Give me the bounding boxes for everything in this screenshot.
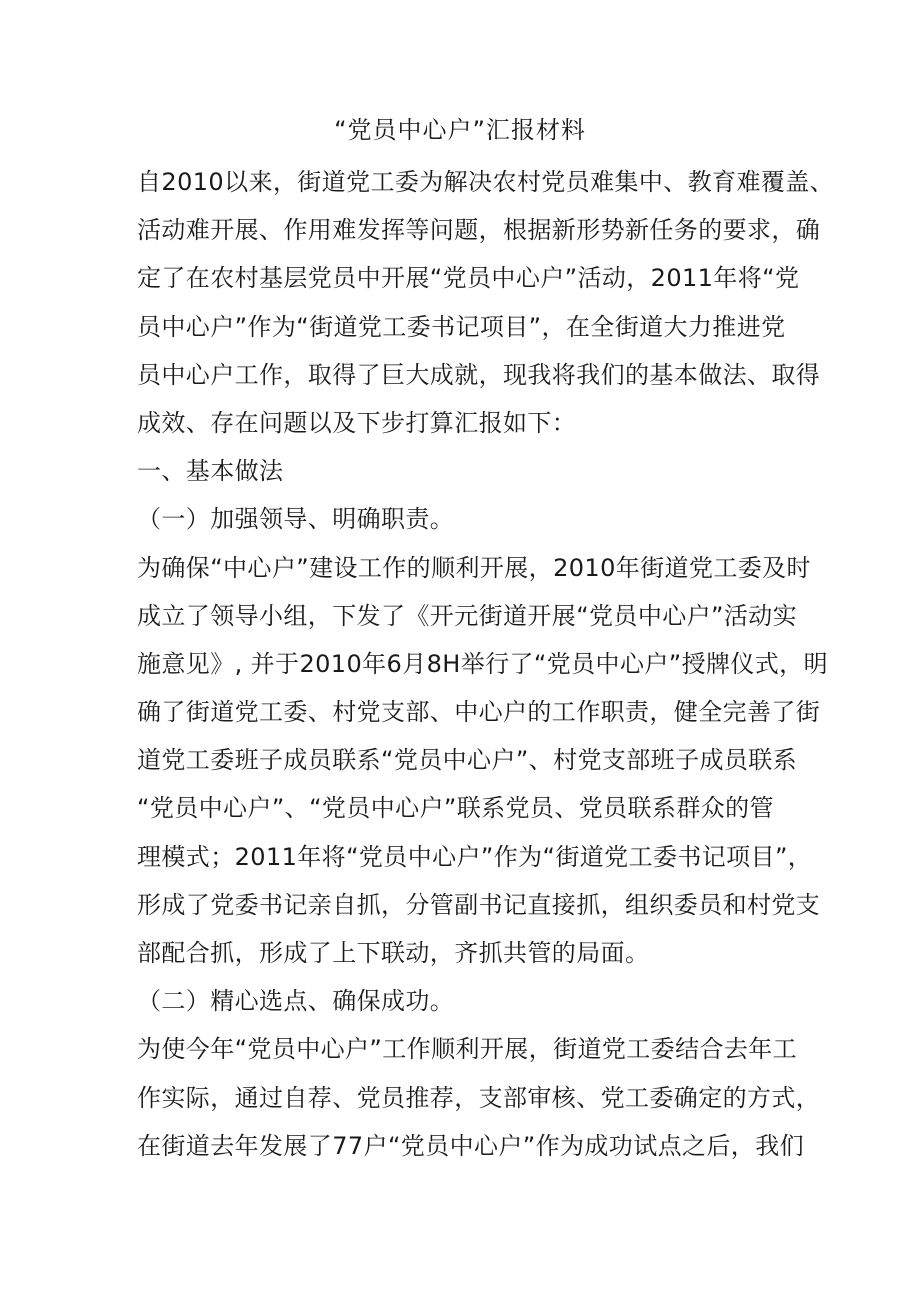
body-line: 作实际，通过自荐、党员推荐，支部审核、党工委确定的方式， [137,1083,821,1112]
body-line: 员中心户工作，取得了巨大成就，现我将我们的基本做法、取得 [137,360,821,389]
body-line: 在街道去年发展了77户“党员中心户”作为成功试点之后，我们 [137,1131,805,1160]
section-heading: 一、基本做法 [137,457,284,486]
body-line: 部配合抓，形成了上下联动，齐抓共管的局面。 [137,939,650,967]
body-line: 形成了党委书记亲自抓，分管副书记直接抓，组织委员和村党支 [137,890,821,919]
body-line: “党员中心户”、“党员中心户”联系党员、党员联系群众的管 [137,794,774,823]
body-line: 成立了领导小组，下发了《开元街道开展“党员中心户”活动实 [137,601,798,630]
body-line: 自2010以来，街道党工委为解决农村党员难集中、教育难覆盖、 [137,168,835,196]
body-line: 定了在农村基层党员中开展“党员中心户”活动，2011年将“党 [137,264,800,293]
subsection-heading: （二）精心选点、确保成功。 [137,987,455,1016]
subsection-heading: （一）加强领导、明确职责。 [137,505,455,534]
body-line: 为确保“中心户”建设工作的顺利开展，2010年街道党工委及时 [137,553,811,582]
body-line: 确了街道党工委、村党支部、中心户的工作职责，健全完善了街 [137,698,821,727]
body-line: 理模式；2011年将“党员中心户”作为“街道党工委书记项目”， [137,842,813,871]
body-line: 道党工委班子成员联系“党员中心户”、村党支部班子成员联系 [137,746,798,775]
body-line: 活动难开展、作用难发挥等问题，根据新形势新任务的要求，确 [137,216,821,245]
body-line: 员中心户”作为“街道党工委书记项目”，在全街道大力推进党 [137,312,786,341]
body-line: 为使今年“党员中心户”工作顺利开展，街道党工委结合去年工 [137,1035,798,1064]
body-line: 施意见》, 并于2010年6月8H举行了“党员中心户”授牌仪式，明 [137,649,828,678]
document-body [137,158,835,1170]
body-line: 成效、存在问题以及下步打算汇报如下： [137,408,577,437]
document-title: “党员中心户”汇报材料 [334,116,586,144]
